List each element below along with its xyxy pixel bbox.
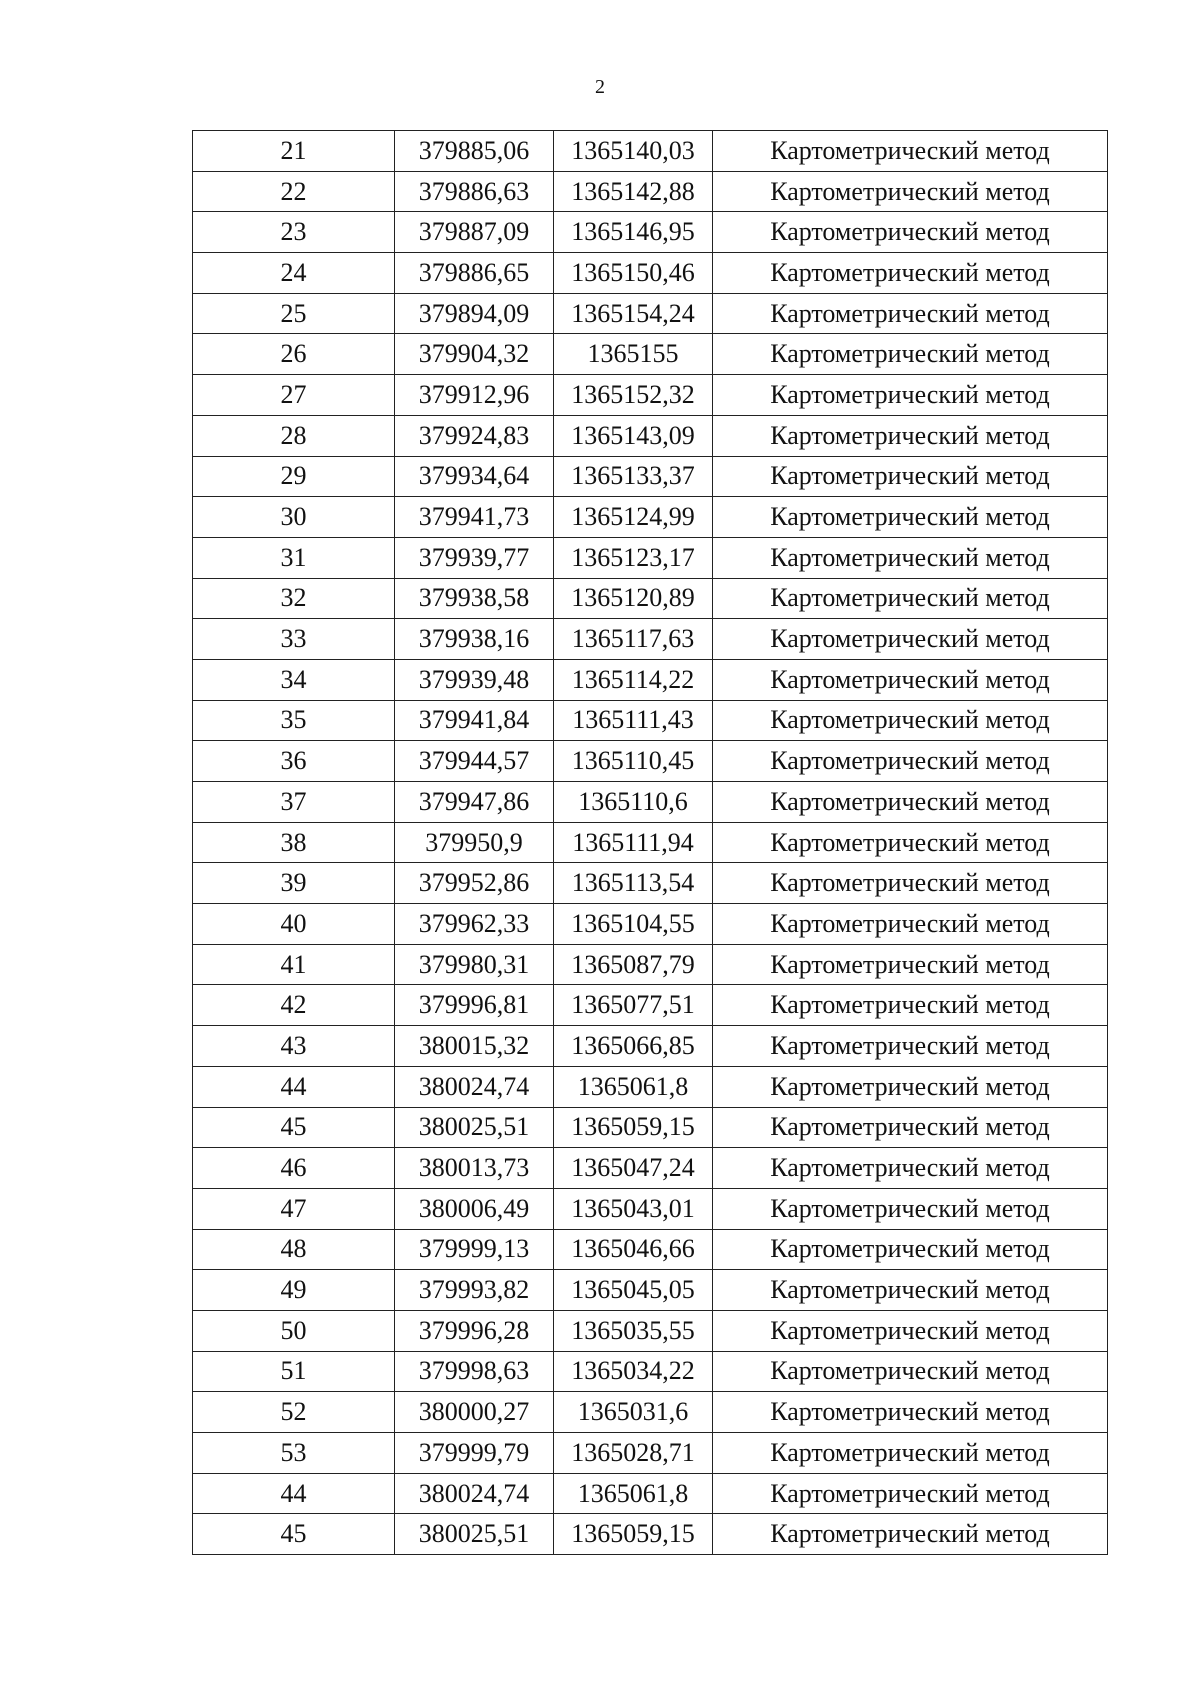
y-coordinate-cell: 1365124,99 <box>554 497 713 538</box>
table-row <box>193 741 1108 782</box>
table-row <box>193 293 1108 334</box>
point-number-cell: 39 <box>193 863 395 904</box>
table-row <box>193 985 1108 1026</box>
point-number-cell: 44 <box>193 1473 395 1514</box>
table-row <box>193 1229 1108 1270</box>
point-number-cell: 49 <box>193 1270 395 1311</box>
y-coordinate-cell: 1365066,85 <box>554 1026 713 1067</box>
table-row <box>193 131 1108 172</box>
method-cell: Картометрический метод <box>713 456 1108 497</box>
y-coordinate-cell: 1365046,66 <box>554 1229 713 1270</box>
method-cell: Картометрический метод <box>713 700 1108 741</box>
x-coordinate-cell: 379993,82 <box>395 1270 554 1311</box>
method-cell: Картометрический метод <box>713 659 1108 700</box>
y-coordinate-cell: 1365035,55 <box>554 1310 713 1351</box>
x-coordinate-cell: 379938,58 <box>395 578 554 619</box>
method-cell: Картометрический метод <box>713 415 1108 456</box>
point-number-cell: 40 <box>193 904 395 945</box>
x-coordinate-cell: 379996,81 <box>395 985 554 1026</box>
x-coordinate-cell: 379885,06 <box>395 131 554 172</box>
table-row <box>193 1188 1108 1229</box>
y-coordinate-cell: 1365114,22 <box>554 659 713 700</box>
y-coordinate-cell: 1365110,45 <box>554 741 713 782</box>
table-row <box>193 944 1108 985</box>
table-row <box>193 863 1108 904</box>
method-cell: Картометрический метод <box>713 1473 1108 1514</box>
method-cell: Картометрический метод <box>713 1066 1108 1107</box>
table-row <box>193 1148 1108 1189</box>
method-cell: Картометрический метод <box>713 1351 1108 1392</box>
point-number-cell: 31 <box>193 537 395 578</box>
y-coordinate-cell: 1365061,8 <box>554 1473 713 1514</box>
method-cell: Картометрический метод <box>713 334 1108 375</box>
x-coordinate-cell: 379886,63 <box>395 171 554 212</box>
y-coordinate-cell: 1365061,8 <box>554 1066 713 1107</box>
table-row <box>193 1433 1108 1474</box>
x-coordinate-cell: 379941,84 <box>395 700 554 741</box>
method-cell: Картометрический метод <box>713 578 1108 619</box>
point-number-cell: 51 <box>193 1351 395 1392</box>
method-cell: Картометрический метод <box>713 822 1108 863</box>
point-number-cell: 28 <box>193 415 395 456</box>
y-coordinate-cell: 1365120,89 <box>554 578 713 619</box>
point-number-cell: 41 <box>193 944 395 985</box>
method-cell: Картометрический метод <box>713 1270 1108 1311</box>
x-coordinate-cell: 379939,77 <box>395 537 554 578</box>
table-row <box>193 700 1108 741</box>
point-number-cell: 48 <box>193 1229 395 1270</box>
point-number-cell: 26 <box>193 334 395 375</box>
method-cell: Картометрический метод <box>713 1148 1108 1189</box>
point-number-cell: 47 <box>193 1188 395 1229</box>
table-row <box>193 212 1108 253</box>
method-cell: Картометрический метод <box>713 1026 1108 1067</box>
point-number-cell: 37 <box>193 782 395 823</box>
y-coordinate-cell: 1365047,24 <box>554 1148 713 1189</box>
y-coordinate-cell: 1365110,6 <box>554 782 713 823</box>
point-number-cell: 45 <box>193 1514 395 1555</box>
table-row <box>193 537 1108 578</box>
x-coordinate-cell: 379999,79 <box>395 1433 554 1474</box>
method-cell: Картометрический метод <box>713 1310 1108 1351</box>
x-coordinate-cell: 379996,28 <box>395 1310 554 1351</box>
y-coordinate-cell: 1365123,17 <box>554 537 713 578</box>
method-cell: Картометрический метод <box>713 863 1108 904</box>
x-coordinate-cell: 379887,09 <box>395 212 554 253</box>
y-coordinate-cell: 1365059,15 <box>554 1514 713 1555</box>
table-row <box>193 1514 1108 1555</box>
method-cell: Картометрический метод <box>713 1188 1108 1229</box>
x-coordinate-cell: 379886,65 <box>395 253 554 294</box>
table-row <box>193 822 1108 863</box>
y-coordinate-cell: 1365043,01 <box>554 1188 713 1229</box>
x-coordinate-cell: 379944,57 <box>395 741 554 782</box>
point-number-cell: 30 <box>193 497 395 538</box>
y-coordinate-cell: 1365031,6 <box>554 1392 713 1433</box>
method-cell: Картометрический метод <box>713 212 1108 253</box>
coordinates-table-body <box>193 131 1108 1555</box>
page-number: 2 <box>595 76 605 98</box>
x-coordinate-cell: 379924,83 <box>395 415 554 456</box>
method-cell: Картометрический метод <box>713 904 1108 945</box>
point-number-cell: 27 <box>193 375 395 416</box>
y-coordinate-cell: 1365113,54 <box>554 863 713 904</box>
point-number-cell: 35 <box>193 700 395 741</box>
x-coordinate-cell: 379912,96 <box>395 375 554 416</box>
x-coordinate-cell: 380024,74 <box>395 1473 554 1514</box>
y-coordinate-cell: 1365028,71 <box>554 1433 713 1474</box>
method-cell: Картометрический метод <box>713 293 1108 334</box>
method-cell: Картометрический метод <box>713 1229 1108 1270</box>
x-coordinate-cell: 379894,09 <box>395 293 554 334</box>
method-cell: Картометрический метод <box>713 1392 1108 1433</box>
point-number-cell: 42 <box>193 985 395 1026</box>
table-row <box>193 334 1108 375</box>
method-cell: Картометрический метод <box>713 171 1108 212</box>
method-cell: Картометрический метод <box>713 1107 1108 1148</box>
point-number-cell: 21 <box>193 131 395 172</box>
x-coordinate-cell: 380013,73 <box>395 1148 554 1189</box>
point-number-cell: 38 <box>193 822 395 863</box>
y-coordinate-cell: 1365045,05 <box>554 1270 713 1311</box>
table-row <box>193 904 1108 945</box>
y-coordinate-cell: 1365034,22 <box>554 1351 713 1392</box>
point-number-cell: 52 <box>193 1392 395 1433</box>
table-row <box>193 415 1108 456</box>
point-number-cell: 33 <box>193 619 395 660</box>
table-row <box>193 1473 1108 1514</box>
x-coordinate-cell: 379962,33 <box>395 904 554 945</box>
table-row <box>193 1066 1108 1107</box>
y-coordinate-cell: 1365117,63 <box>554 619 713 660</box>
point-number-cell: 25 <box>193 293 395 334</box>
x-coordinate-cell: 379934,64 <box>395 456 554 497</box>
point-number-cell: 34 <box>193 659 395 700</box>
point-number-cell: 53 <box>193 1433 395 1474</box>
method-cell: Картометрический метод <box>713 497 1108 538</box>
table-row <box>193 1270 1108 1311</box>
x-coordinate-cell: 379998,63 <box>395 1351 554 1392</box>
x-coordinate-cell: 380024,74 <box>395 1066 554 1107</box>
method-cell: Картометрический метод <box>713 375 1108 416</box>
x-coordinate-cell: 380025,51 <box>395 1514 554 1555</box>
x-coordinate-cell: 379904,32 <box>395 334 554 375</box>
x-coordinate-cell: 379999,13 <box>395 1229 554 1270</box>
table-row <box>193 497 1108 538</box>
point-number-cell: 45 <box>193 1107 395 1148</box>
y-coordinate-cell: 1365077,51 <box>554 985 713 1026</box>
y-coordinate-cell: 1365155 <box>554 334 713 375</box>
table-row <box>193 1107 1108 1148</box>
y-coordinate-cell: 1365140,03 <box>554 131 713 172</box>
method-cell: Картометрический метод <box>713 537 1108 578</box>
table-row <box>193 619 1108 660</box>
table-row <box>193 253 1108 294</box>
method-cell: Картометрический метод <box>713 985 1108 1026</box>
x-coordinate-cell: 380015,32 <box>395 1026 554 1067</box>
table-row <box>193 171 1108 212</box>
x-coordinate-cell: 379952,86 <box>395 863 554 904</box>
table-row <box>193 659 1108 700</box>
point-number-cell: 50 <box>193 1310 395 1351</box>
x-coordinate-cell: 379947,86 <box>395 782 554 823</box>
point-number-cell: 43 <box>193 1026 395 1067</box>
table-row <box>193 1392 1108 1433</box>
table-row <box>193 375 1108 416</box>
point-number-cell: 46 <box>193 1148 395 1189</box>
method-cell: Картометрический метод <box>713 944 1108 985</box>
method-cell: Картометрический метод <box>713 741 1108 782</box>
method-cell: Картометрический метод <box>713 253 1108 294</box>
table-row <box>193 1351 1108 1392</box>
table-row <box>193 1026 1108 1067</box>
point-number-cell: 23 <box>193 212 395 253</box>
method-cell: Картометрический метод <box>713 1433 1108 1474</box>
method-cell: Картометрический метод <box>713 131 1108 172</box>
point-number-cell: 29 <box>193 456 395 497</box>
table-row <box>193 782 1108 823</box>
y-coordinate-cell: 1365104,55 <box>554 904 713 945</box>
point-number-cell: 44 <box>193 1066 395 1107</box>
y-coordinate-cell: 1365111,94 <box>554 822 713 863</box>
y-coordinate-cell: 1365133,37 <box>554 456 713 497</box>
method-cell: Картометрический метод <box>713 782 1108 823</box>
y-coordinate-cell: 1365154,24 <box>554 293 713 334</box>
y-coordinate-cell: 1365059,15 <box>554 1107 713 1148</box>
y-coordinate-cell: 1365152,32 <box>554 375 713 416</box>
table-row <box>193 1310 1108 1351</box>
x-coordinate-cell: 379980,31 <box>395 944 554 985</box>
y-coordinate-cell: 1365146,95 <box>554 212 713 253</box>
table-row <box>193 578 1108 619</box>
x-coordinate-cell: 379950,9 <box>395 822 554 863</box>
table-row <box>193 456 1108 497</box>
point-number-cell: 22 <box>193 171 395 212</box>
y-coordinate-cell: 1365143,09 <box>554 415 713 456</box>
x-coordinate-cell: 379941,73 <box>395 497 554 538</box>
y-coordinate-cell: 1365150,46 <box>554 253 713 294</box>
x-coordinate-cell: 379939,48 <box>395 659 554 700</box>
x-coordinate-cell: 379938,16 <box>395 619 554 660</box>
point-number-cell: 24 <box>193 253 395 294</box>
y-coordinate-cell: 1365087,79 <box>554 944 713 985</box>
y-coordinate-cell: 1365111,43 <box>554 700 713 741</box>
x-coordinate-cell: 380025,51 <box>395 1107 554 1148</box>
x-coordinate-cell: 380006,49 <box>395 1188 554 1229</box>
coordinates-table <box>192 130 1108 1555</box>
y-coordinate-cell: 1365142,88 <box>554 171 713 212</box>
method-cell: Картометрический метод <box>713 619 1108 660</box>
point-number-cell: 36 <box>193 741 395 782</box>
point-number-cell: 32 <box>193 578 395 619</box>
x-coordinate-cell: 380000,27 <box>395 1392 554 1433</box>
method-cell: Картометрический метод <box>713 1514 1108 1555</box>
